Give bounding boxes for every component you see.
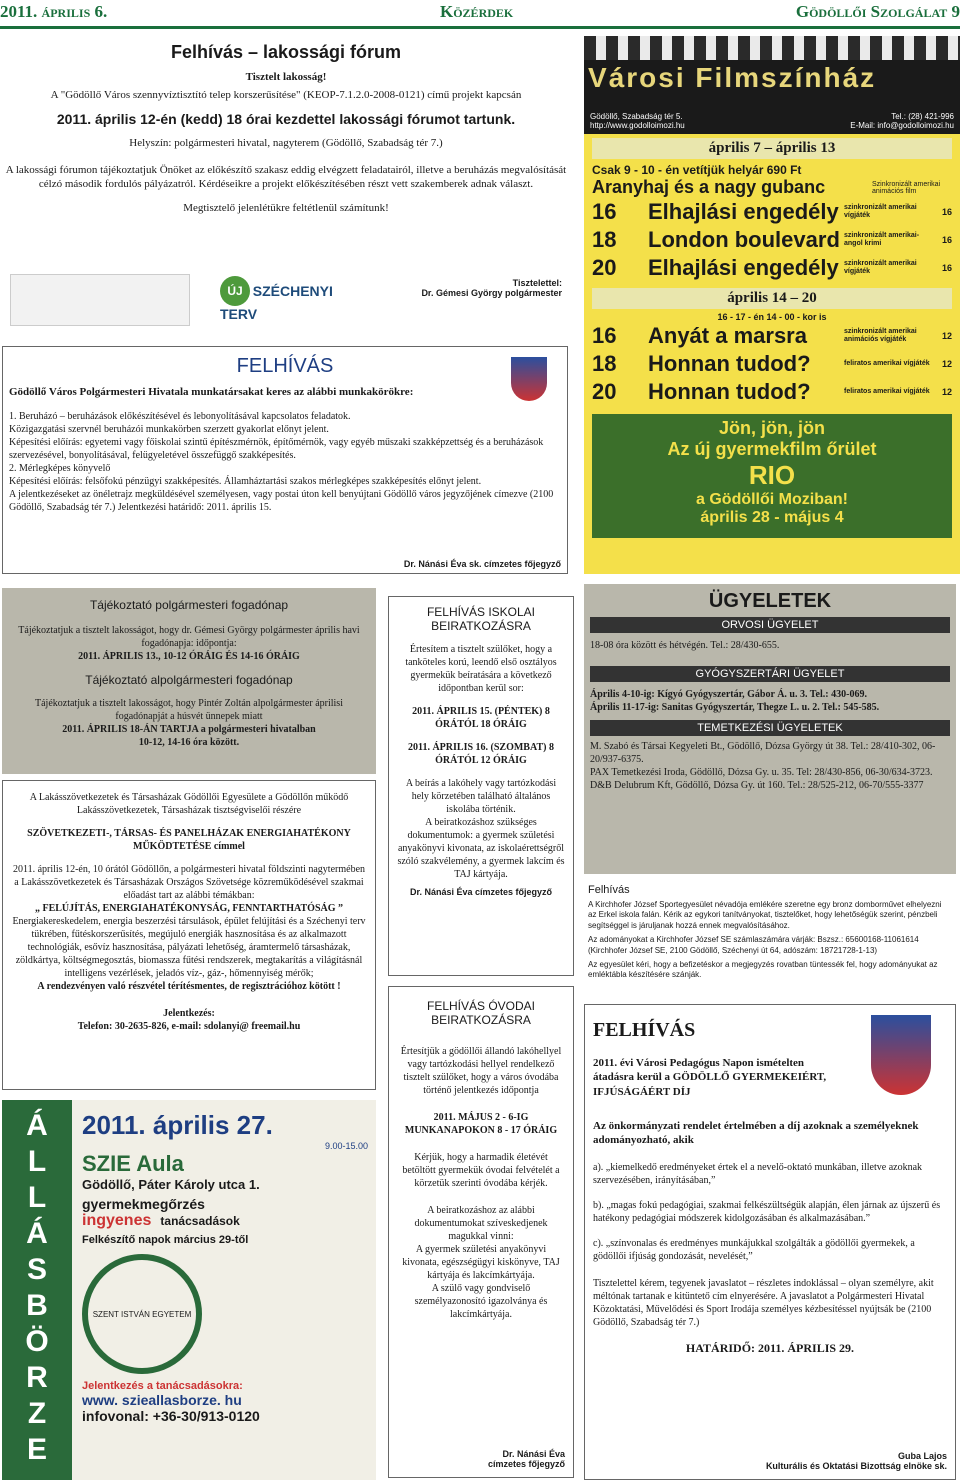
gyogy-line2: Április 11-17-ig: Sanitas Gyógyszertár, Thegze L. u. 2. Tel.: 545-585.: [590, 702, 880, 713]
city-crest-icon: [871, 1015, 931, 1095]
header-rule: [0, 26, 960, 29]
city-crest-icon: [511, 357, 547, 401]
ovoda-date: 2011. MÁJUS 2 - 6-IG MUNKANAPOKON 8 - 17 ÓRÁIG: [404, 1112, 558, 1136]
pedagog-sign: Guba Lajos Kulturális és Oktatási Bizottság elnöke sk.: [765, 1451, 947, 1471]
job-line2: Közigazgatási szervnél beruházói munkakörben szerzett gyakorlat előnyt jelent.: [9, 424, 329, 435]
szie-time: 9.00-15.00: [324, 1141, 368, 1151]
ovoda-p2: Kérjük, hogy a harmadik életévét betöltött gyermekük óvodai felvételét a körzetük szerinti óvodába kérjék.: [402, 1152, 560, 1189]
page-header: [0, 0, 960, 24]
iskola-sign: Dr. Nánási Éva címzetes főjegyző: [409, 887, 553, 897]
film-strip-top: [584, 36, 960, 60]
forum-headline: 2011. április 12-én (kedd) 18 órai kezdettel lakossági fórumot tartunk.: [56, 111, 516, 127]
ovoda-p4: A gyermek születési anyakönyvi kivonata, egészségügyi kiskönyve, TAJ kártyája és lakcímkártyája.: [402, 1244, 560, 1281]
temet-1: M. Szabó és Társai Kegyeleti Bt., Gödöllő, Dózsa György út 38. Tel.: 28/410-302, 06-20/937-6375.: [590, 741, 936, 765]
temet-heading: TEMETKEZÉSI ÜGYELETEK: [590, 720, 950, 736]
job-intro: Gödöllő Város Polgármesteri Hivatala munkatársakat keres az alábbi munkakörökre:: [9, 386, 414, 398]
forum-signature: [421, 278, 562, 298]
job-notice: [2, 346, 568, 574]
header-date: 2011. április 6.: [0, 2, 108, 21]
iskola-d2: 2011. ÁPRILIS 16. (SZOMBAT) 8 ÓRÁTÓL 12 ÓRÁIG: [408, 742, 554, 766]
forum-place: Helyszín: polgármesteri hivatal, nagyterem (Gödöllő, Szabadság tér 7.): [129, 137, 443, 149]
fogadonap-date2: 2011. ÁPRILIS 18-ÁN TARTJA a polgármesteri hivatalban: [62, 724, 316, 735]
special-title: Aranyhaj és a nagy gubanc: [592, 177, 826, 197]
cinema-address: Gödöllő, Szabadság tér 5. http://www.godolloimozi.hu: [590, 112, 685, 130]
szie-content: [82, 1110, 368, 1424]
job-signature: Dr. Nánási Éva sk. címzetes főjegyző: [403, 559, 561, 569]
fogadonap-text1: Tájékoztatjuk a tisztelt lakosságot, hogy dr. Gémesi György polgármester április havi fogadónapja: időpontja:: [18, 625, 360, 649]
szie-l1: gyermekmegőrzés: [82, 1196, 205, 1212]
week1-heading: április 7 – április 13: [592, 138, 952, 159]
fogadonap-text2: Tájékoztatjuk a tisztelt lakosságot, hogy Pintér Zoltán alpolgármester áprilisi fogadónapját a húsvét ünnepek miatt: [35, 698, 343, 722]
lakas-box: [2, 780, 376, 1090]
lakas-p5: Energiakereskedelem, energia beszerzési társulások, épület felújítási és a Széchenyi terv tükrében, fűtéskorszerűsítés, megújuló energiák hasznosítása és az alkalmazott technológiák, esővíz hasznosítása, pályázati lehetőség, áramtermelő társasházak, zöldkártya, költségmegosztás, biomassza fűtési rendszerek, megtakarítás a világításnál intelligens vezérlések, jeladós víz-, gáz-, hőmennyiség mérők;: [12, 916, 366, 979]
job-line1: 1. Beruházó – beruházások előkészítésével és lebonyolításával kapcsolatos feladatok.: [9, 411, 351, 422]
temet-2: PAX Temetkezési Iroda, Gödöllő, Dózsa Gy. u. 35. Tel: 28/430-856, 06-30/634-3723.: [590, 767, 933, 778]
forum-greeting: Tisztelt lakosság!: [245, 71, 327, 83]
pedagog-p2: Az önkormányzati rendelet értelmében a díj azoknak a személyeknek adományozható, akik: [593, 1119, 919, 1147]
fogadonap-time2: 10-12, 14-16 óra között.: [138, 737, 240, 748]
kirch-p3: Az egyesület kéri, hogy a befizetéskor a megjegyzés rovatban tüntessék fel, hogy adományukat az emléktábla készítésére szánják.: [588, 959, 938, 980]
pedagog-deadline: HATÁRIDŐ: 2011. ÁPRILIS 29.: [685, 1341, 855, 1356]
lakas-p8: Telefon: 30-2635-826, e-mail: sdolanyi@ freemail.hu: [77, 1021, 301, 1032]
cinema-web-link[interactable]: http://www.godolloimozi.hu: [590, 121, 685, 130]
szie-l5: Jelentkezés a tanácsadásokra:: [82, 1380, 243, 1392]
week2-heading: április 14 – 20: [592, 288, 952, 309]
ugyelet-box: [584, 584, 956, 874]
szie-l3: tanácsadások: [160, 1214, 240, 1228]
kirch-notice: [584, 880, 956, 1000]
forum-intro: A "Gödöllő Város szennyvíztisztító telep korszerűsítése" (KEOP-7.1.2.0-2008-0121) című projekt kapcsán: [50, 89, 522, 101]
forum-body: A lakossági fórumon tájékoztatjuk Önöket az előkészítő szakasz eddig elvégzett feladatairól, illetve a beruházás megvalósítását célzó második fordulós pályázatról. Kérdéseikre a projekt előkészítésében részt vett szakemberek adnak választ.: [5, 164, 567, 191]
iskola-d1: 2011. ÁPRILIS 15. (PÉNTEK) 8 ÓRÁTÓL 18 ÓRÁIG: [412, 706, 550, 730]
kirch-heading: Felhívás: [588, 884, 630, 896]
lakas-p7: Jelentkezés:: [163, 1008, 215, 1019]
job-title: FELHÍVÁS: [236, 355, 334, 377]
pedagog-p3: Tisztelettel kérem, tegyenek javaslatot – részletes indoklással – olyan személyre, akit méltónak tartanak e kitüntető cím elnyerésére. A javaslatot a Polgármesteri Hivatal Közoktatási, Művelődési és Sport Irodája személyes kézbesítéssel nyújtsák be (2100 Gödöllő, Szabadság tér 7.): [593, 1278, 934, 1329]
forum-title: Felhívás – lakossági fórum: [170, 42, 402, 62]
allasborze-vertical: Á L L Á S B Ö R Z E: [2, 1100, 72, 1480]
ovoda-title: FELHÍVÁS ÓVODAI BEIRATKOZÁSRA: [426, 999, 536, 1027]
pedagog-a: a). „kiemelkedő eredményeket értek el a nevelő-oktató munkában, illetve azoknak szervezésében, irányításában,”: [593, 1162, 923, 1187]
szie-date: 2011. április 27.: [82, 1110, 273, 1140]
w1-slot-2: 18 London boulevard szinkronizált amerikai-angol krimi 16: [592, 227, 952, 252]
fogadonap-date1: 2011. ÁPRILIS 13., 10-12 ÓRÁIG ÉS 14-16 ÓRÁIG: [78, 651, 300, 662]
lakas-p1: A Lakásszövetkezetek és Társasházak Gödöllői Egyesülete a Gödöllőn működő Lakásszövetkezetek, Társasházak tisztségviselői részére: [29, 792, 349, 816]
job-line4: 2. Mérlegképes könyvelő: [9, 463, 111, 474]
cinema-program: [584, 134, 960, 574]
szechenyi-text: SZÉCHENYI TERV: [220, 283, 333, 322]
szie-phone: infovonal: +36-30/913-0120: [82, 1408, 260, 1424]
pedagog-c: c). „színvonalas és eredményes munkájukkal szolgálták a gödöllői gyermekek, a gödöllői ifjúság gondozását, nevelését,”: [593, 1238, 915, 1263]
pedagog-box: [584, 1004, 956, 1480]
pedagog-b: b). „magas fokú pedagógiai, szakmai felkészültségük alapján, élen járnak az újszerű és hatékony pedagógiai módszerek kidolgozásában és alkalmazásában.”: [593, 1200, 941, 1225]
lakas-p6: A rendezvényen való részvétel térítésmentes, de regisztrációhoz kötött !: [37, 981, 341, 992]
header-masthead: Gödöllői Szolgálat 9: [795, 2, 960, 21]
iskola-p1: Értesítem a tisztelt szülőket, hogy a tanköteles korú, leendő első osztályos gyermekük beíratására a következő időpontban kerül sor:: [405, 644, 557, 694]
forum-sign1: Tisztelettel:: [512, 278, 562, 288]
header-section: Közérdek: [440, 2, 514, 21]
w2-slot-2: 18 Honnan tudod? feliratos amerikai vígjáték 12: [592, 351, 952, 376]
szie-web-link[interactable]: www. szieallasborze. hu: [82, 1392, 242, 1408]
ovoda-p3: A beiratkozáshoz az alábbi dokumentumokat szíveskedjenek magukkal vinni:: [414, 1205, 548, 1242]
iskola-p3: A beiratkozáshoz szükséges dokumentumok: a gyermek születési anyakönyvi kivonata, az iskolaérettségről szóló szakvélemény, a gyermek lakcím és TAJ kártyája.: [397, 817, 565, 880]
lakas-p4: „ FELÚJÍTÁS, ENERGIAHATÉKONYSÁG, FENNTARTHATÓSÁG ”: [34, 903, 344, 914]
cinema-contact: Tel.: (28) 421-996 E-Mail: info@godolloimozi.hu: [850, 112, 954, 130]
szie-emblem-icon: SZENT ISTVÁN EGYETEM: [82, 1254, 202, 1374]
ovoda-p5: A szülő vagy gondviselő személyazonosító igazolványa és lakcímkártyája.: [414, 1283, 548, 1320]
szie-l2: ingyenes: [82, 1212, 152, 1229]
iskola-p2: A beírás a lakóhely vagy tartózkodási hely körzetében található általános iskolába történik.: [405, 778, 557, 815]
special-note: Csak 9 - 10 - én vetítjük helyár 690 Ft: [592, 163, 802, 177]
fogadonap-box: [2, 588, 376, 774]
job-line3: Képesítési előírás: egyetemi vagy főiskolai szintű építészmérnök, építőmérnök, vagy egyéb műszaki szakképzettség és a beruházások szervezésével, bonyolításával, felügyeletével összefüggő szakképesítés.: [9, 437, 544, 461]
szie-poster: [2, 1100, 376, 1480]
alpolgarmester-title: Tájékoztató alpolgármesteri fogadónap: [85, 673, 293, 687]
orvosi-text: 18-08 óra között és hétvégén. Tel.: 28/430-655.: [590, 640, 780, 651]
pedagog-title: FELHÍVÁS: [593, 1019, 696, 1041]
special-meta: Szinkronizált amerikai animációs film: [872, 180, 941, 195]
forum-sign2: Dr. Gémesi György polgármester: [421, 288, 562, 298]
szie-addr: Gödöllő, Páter Károly utca 1.: [82, 1177, 260, 1192]
w2-slot-1: 16 Anyát a marsra szinkronizált amerikai animációs vígjáték 12: [592, 323, 952, 348]
job-line6: A jelentkezéseket az önéletrajz megküldésével személyesen, vagy postai úton kell benyújtani Gödöllő város jegyzőjének címezve (2100 Gödöllő, Szabadság tér 7.) Jelentkezési határidő: 2011. április 15.: [9, 489, 554, 513]
ovoda-p1: Értesítjük a gödöllői állandó lakóhellyel vagy tartózkodási hellyel rendelkező tisztelt szülőket, hogy a város óvodába történő jelentkezés időpontja: [400, 1046, 562, 1096]
szie-l4: Felkészítő napok március 29-től: [82, 1234, 249, 1246]
w1-slot-3: 20 Elhajlási engedély szinkronizált amerikai vígjáték 16: [592, 255, 952, 280]
ovoda-box: [388, 986, 574, 1478]
kirch-p1: A Kirchhofer József Sportegyesület névadója emlékére szeretne egy bronz domborművet elhelyezni az Erkel iskola falán. Kérik az egykori tanítványokat, tisztelőket, hogy lehetőségük szerint, pénzbeli segítséggel is járuljanak hozzá ennek megvalósításához.: [588, 900, 942, 930]
uj-icon: ÚJ: [220, 276, 250, 306]
kirch-p2: Az adományokat a Kirchhofer József SE számlaszámára várják: Bszsz.: 65600168-11061614 (Kirchhofer József SE, 2100 Gödöllő, Széchenyi út 64, adószám: 18721728-1-13): [588, 935, 919, 955]
forum-notice: [0, 36, 572, 336]
lakas-p3: 2011. április 12-én, 10 órától Gödöllőn, a polgármesteri hivatal földszinti nagytermében a Lakásszövetkezetek és Társasházak Országos Szövetsége közreműködésével szakmai előadást tart az alábbi témákban:: [12, 864, 366, 901]
ugyelet-title: ÜGYELETEK: [708, 590, 832, 612]
orvosi-heading: ORVOSI ÜGYELET: [590, 617, 950, 633]
ovoda-sign: Dr. Nánási Éva címzetes főjegyző: [487, 1449, 565, 1469]
fogadonap-title: Tájékoztató polgármesteri fogadónap: [89, 598, 289, 612]
lakas-p2: SZÖVETKEZETI-, TÁRSAS- ÉS PANELHÁZAK ENERGIAHATÉKONY MŰKÖDTETÉSE címmel: [27, 828, 351, 852]
gyogy-line1: Április 4-10-ig: Kígyó Gyógyszertár, Gábor Á. u. 3. Tel.: 430-069.: [590, 689, 867, 700]
w2-slot-3: 20 Honnan tudod? feliratos amerikai vígjáték 12: [592, 379, 952, 404]
cinema-title: Városi Filmszínház: [588, 62, 877, 93]
nfu-logo: [10, 274, 190, 326]
pedagog-p1: 2011. évi Városi Pedagógus Napon ismételten átadásra kerül a GÖDÖLLŐ GYERMEKEIÉRT, IFJÚSÁGÁÉRT DÍJ: [593, 1057, 827, 1098]
rio-promo: Jön, jön, jön Az új gyermekfilm őrület RIO a Gödöllői Moziban! április 28 - május 4: [592, 414, 952, 538]
iskola-title: FELHÍVÁS ISKOLAI BEIRATKOZÁSRA: [426, 605, 536, 633]
temet-3: D&B Delubrum Kft, Gödöllő, Dózsa Gy. út 160. Tel.: 28/525-212, 06-70/555-3377: [590, 780, 924, 791]
week2-note: 16 - 17 - én 14 - 00 - kor is: [717, 312, 827, 322]
w1-slot-1: 16 Elhajlási engedély szinkronizált amerikai vígjáték 16: [592, 199, 952, 224]
forum-closing: Megtisztelő jelenlétükre feltétlenül számítunk!: [183, 201, 389, 214]
job-line5: Képesítési előírás: felsőfokú pénzügyi szakképesítés. Államháztartási szakos mérlegképes szakképesítés előnyt jelent.: [9, 476, 482, 487]
szie-place: SZIE Aula: [82, 1151, 184, 1176]
iskola-box: [388, 596, 574, 976]
szechenyi-logo: [220, 276, 360, 322]
gyogy-heading: GYÓGYSZERTÁRI ÜGYELET: [590, 666, 950, 682]
cinema-ad: [584, 36, 960, 574]
